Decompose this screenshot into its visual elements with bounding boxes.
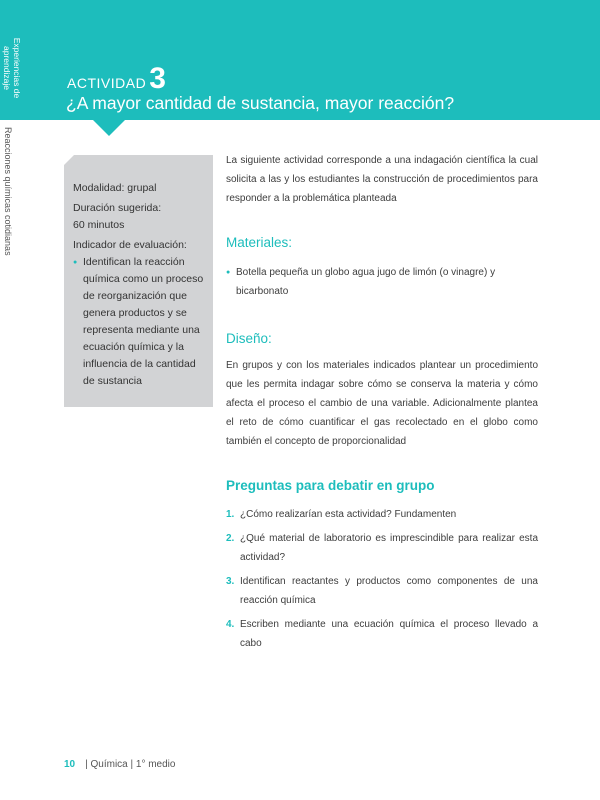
design-heading: Diseño: [226, 331, 272, 346]
info-box-corner [64, 155, 74, 165]
questions-list [226, 505, 538, 653]
duration-value: 60 minutos [73, 219, 125, 231]
bullet-icon: ● [73, 259, 78, 266]
question-item [226, 529, 538, 567]
indicator-item [73, 254, 207, 390]
activity-label: ACTIVIDAD [67, 75, 147, 91]
questions-section [226, 478, 538, 658]
side-label-unit: Reacciones químicas cotidianas [3, 127, 13, 256]
question-text: Identifican reactantes y productos como componentes de una reacción química [240, 576, 538, 606]
question-text: ¿Qué material de laboratorio es imprescindible para realizar esta actividad? [240, 533, 538, 563]
bullet-icon: ● [226, 269, 231, 276]
question-text: ¿Cómo realizarían esta actividad? Fundamenten [240, 509, 457, 520]
side-label-section: Experiencias de aprendizaje [2, 37, 22, 99]
question-number: 1. [226, 509, 235, 520]
info-box-content [73, 180, 207, 390]
footer [64, 759, 175, 770]
indicator-text: Identifican la reacción química como un proceso de reorganización que genera productos y se representa mediante una ecuación química y la influencia de la cantidad de sustancia [83, 256, 204, 387]
intro-block [226, 151, 538, 208]
question-number: 3. [226, 576, 235, 587]
design-paragraph: En grupos y con los materiales indicados plantear un procedimiento que les permita indagar sobre cómo se conserva la materia y cómo afecta el proceso el cambio de una variable. Adicionalmente plantea el reto de cómo cuantificar el gas recolectado en el globo como también el concepto de proporcionalidad [226, 360, 538, 447]
page-number: 10 [64, 759, 76, 770]
questions-heading: Preguntas para debatir en grupo [226, 478, 435, 493]
question-number: 4. [226, 619, 235, 630]
question-item [226, 505, 538, 524]
materials-heading: Materiales: [226, 235, 293, 250]
intro-paragraph: La siguiente actividad corresponde a una indagación científica la cual solicita a las y los estudiantes la construcción de procedimientos para responder a la problemática planteada [226, 155, 538, 204]
duration-label: Duración sugerida: [73, 202, 162, 214]
activity-heading [67, 62, 166, 96]
info-box [64, 155, 213, 407]
question-number: 2. [226, 533, 235, 544]
design-section [226, 331, 538, 451]
footer-text: | Química | 1° medio [85, 759, 176, 770]
activity-number: 3 [149, 62, 166, 95]
modality: Modalidad: grupal [73, 182, 157, 194]
activity-title: ¿A mayor cantidad de sustancia, mayor reacción? [66, 93, 455, 113]
indicator-label: Indicador de evaluación: [73, 239, 187, 251]
question-text: Escriben mediante una ecuación química el proceso llevado a cabo [240, 619, 538, 649]
materials-section [226, 235, 538, 301]
materials-text: Botella pequeña un globo agua jugo de limón (o vinagre) y bicarbonato [236, 267, 496, 297]
question-item [226, 572, 538, 610]
header-notch [92, 119, 126, 136]
materials-item [226, 263, 538, 301]
question-item [226, 615, 538, 653]
